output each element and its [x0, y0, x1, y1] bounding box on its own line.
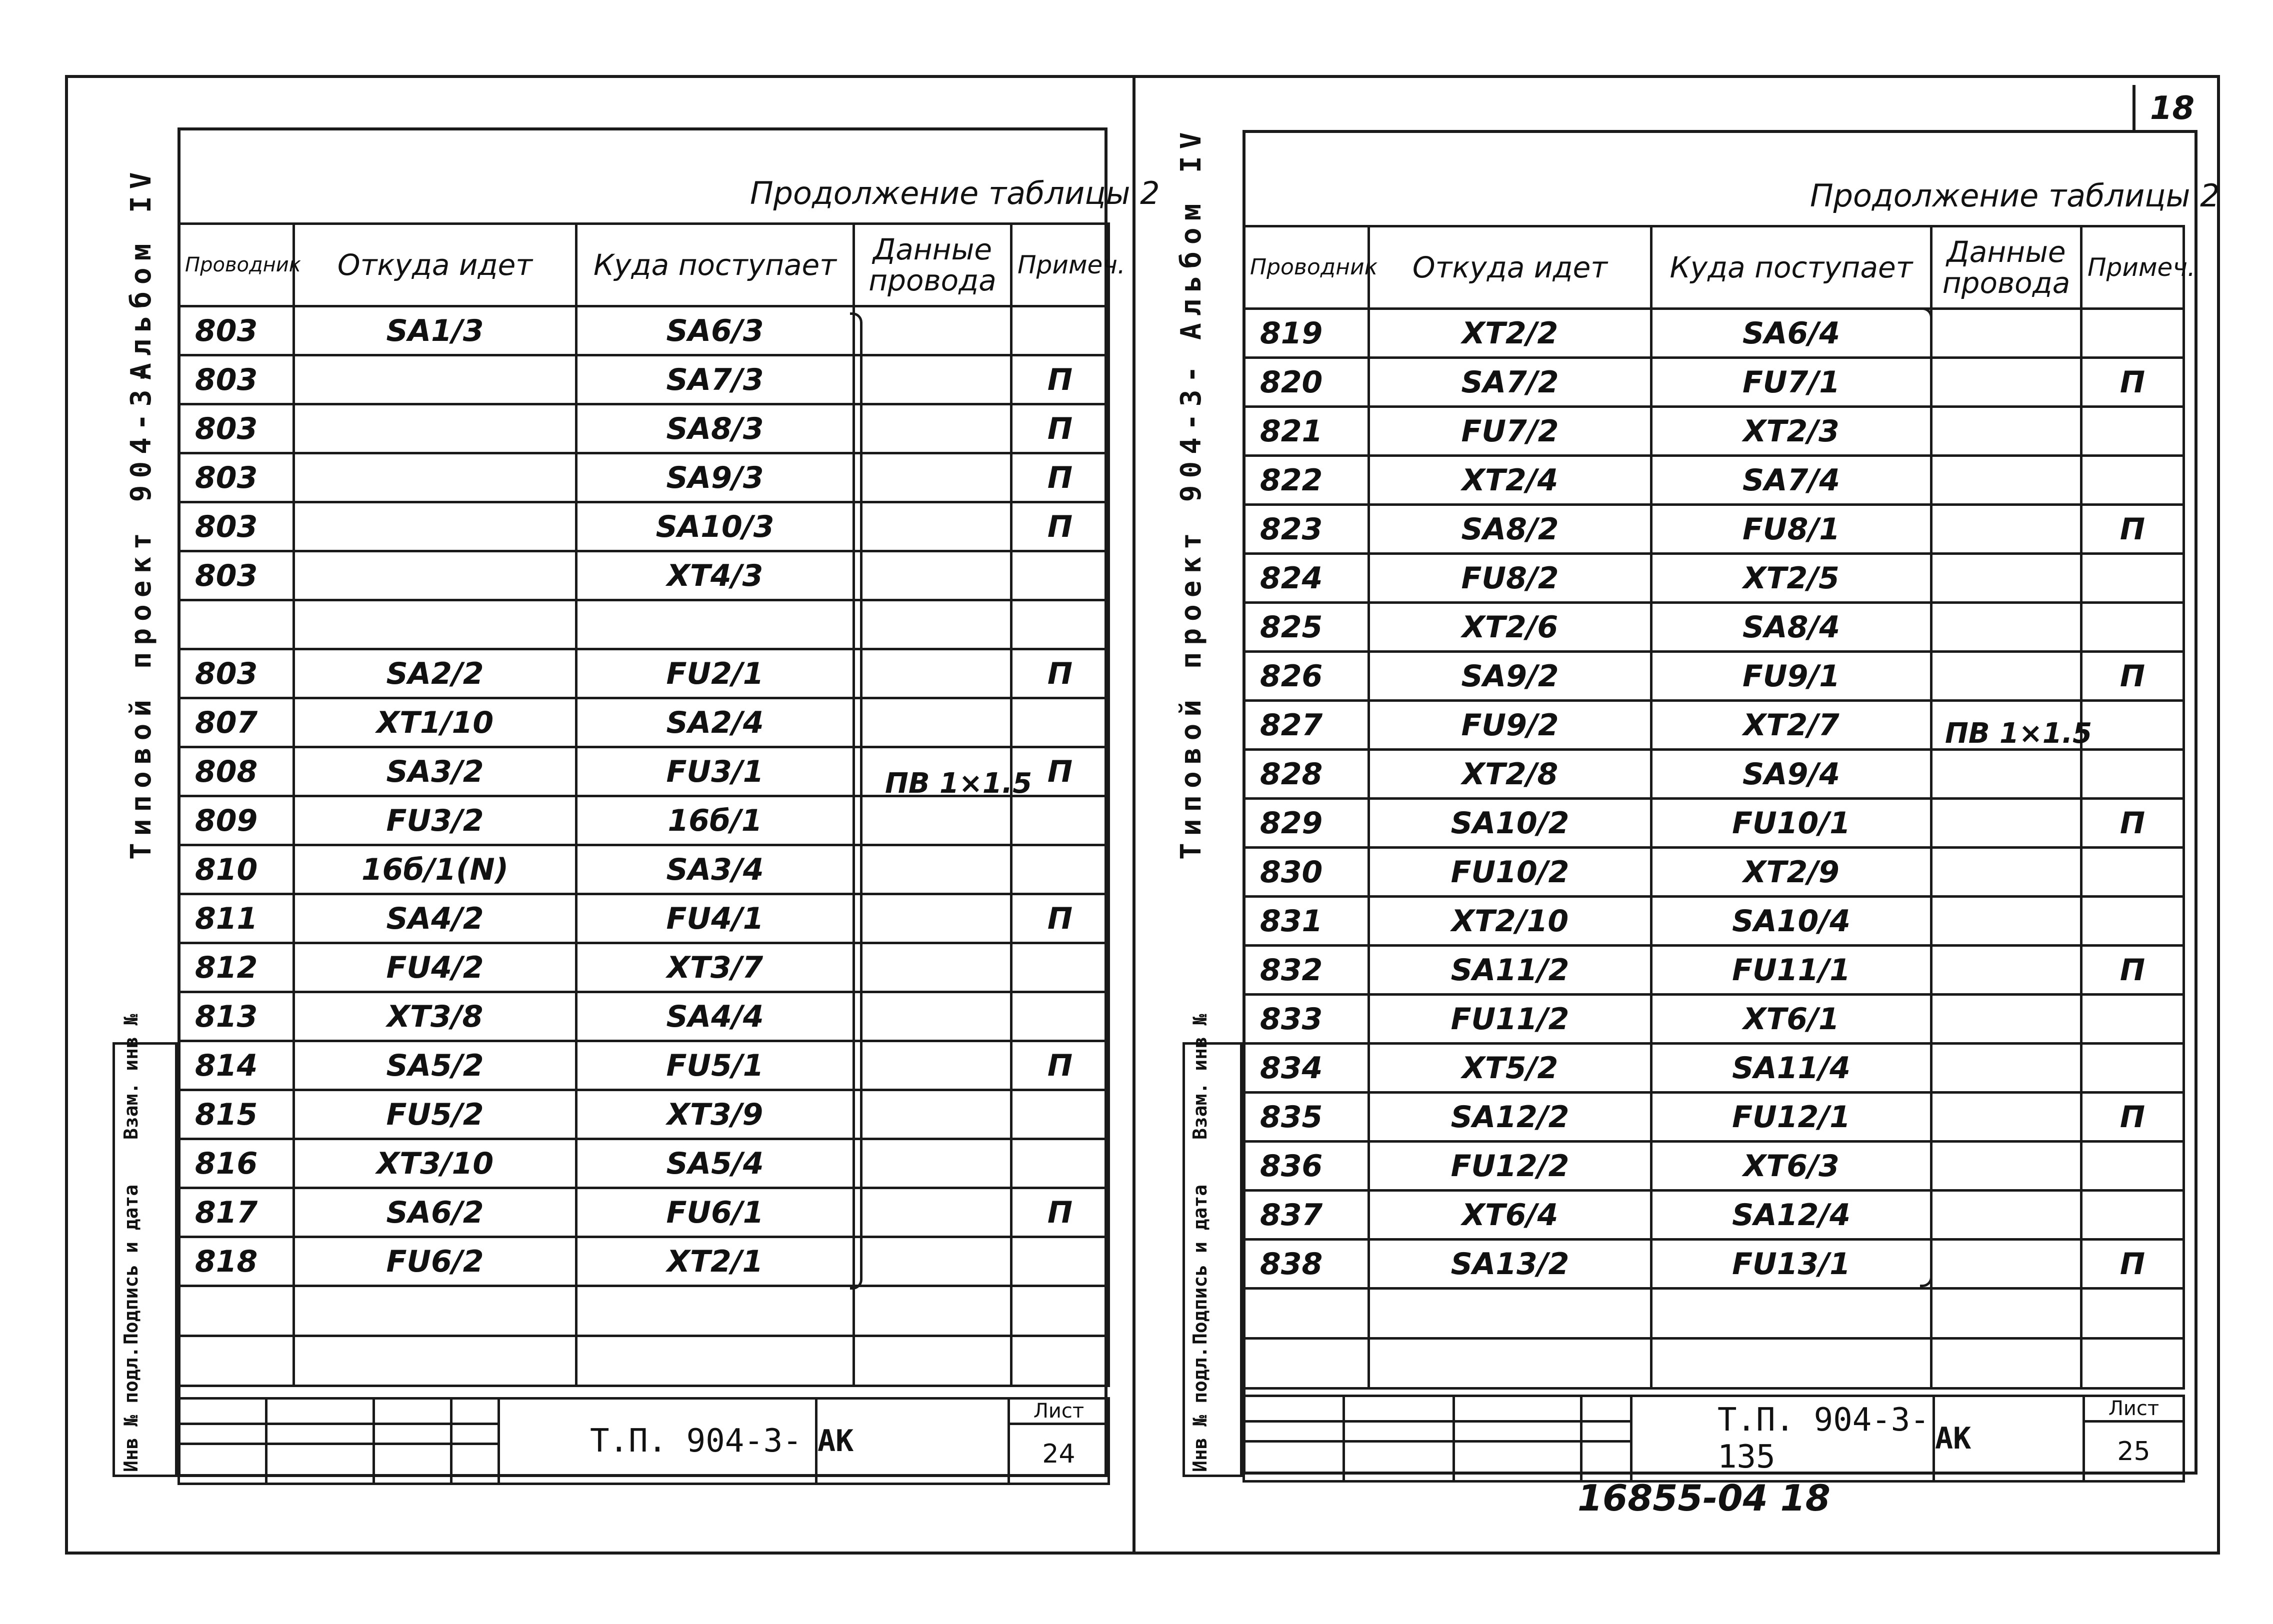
- note-cell: [1012, 1139, 1109, 1188]
- from-cell: SA11/2: [1369, 946, 1652, 995]
- conductor-cell: 828: [1244, 750, 1369, 799]
- from-cell: FU10/2: [1369, 848, 1652, 897]
- from-cell: [294, 600, 576, 649]
- from-cell: 16б/1(N): [294, 845, 576, 894]
- wire-data-cell: [1932, 309, 2082, 358]
- table-row: [1244, 897, 2184, 946]
- table-row: [1244, 799, 2184, 848]
- note-cell: [1012, 551, 1109, 600]
- from-cell: XT5/2: [1369, 1044, 1652, 1093]
- table-row: [1244, 456, 2184, 505]
- note-cell: [1012, 845, 1109, 894]
- conductor-cell: 814: [179, 1041, 294, 1090]
- wire-data-cell: [854, 943, 1012, 992]
- table-row: [1244, 505, 2184, 554]
- conductor-cell: 829: [1244, 799, 1369, 848]
- wire-data-cell: [854, 845, 1012, 894]
- to-cell: XT2/9: [1652, 848, 1932, 897]
- conductor-cell: 818: [179, 1237, 294, 1286]
- to-cell: FU13/1: [1652, 1240, 1932, 1289]
- right-wire-data-bracket: [1920, 307, 1932, 1287]
- from-cell: FU5/2: [294, 1090, 576, 1139]
- wire-data-cell: [1932, 897, 2082, 946]
- to-cell: SA8/3: [576, 404, 854, 453]
- header-to: Куда поступает: [1652, 226, 1932, 309]
- conductor-cell: 836: [1244, 1142, 1369, 1191]
- conductor-cell: 822: [1244, 456, 1369, 505]
- table-row: [179, 1041, 1109, 1090]
- right-album-vertical: Альбом IV: [1175, 125, 1208, 340]
- note-cell: П: [2082, 1240, 2184, 1289]
- to-cell: SA7/3: [576, 355, 854, 404]
- conductor-cell: 813: [179, 992, 294, 1041]
- left-sheet-number: 24: [1009, 1424, 1109, 1484]
- to-cell: SA12/4: [1652, 1191, 1932, 1240]
- from-cell: XT2/8: [1369, 750, 1652, 799]
- conductor-cell: 826: [1244, 652, 1369, 701]
- to-cell: FU4/1: [576, 894, 854, 943]
- from-cell: SA6/2: [294, 1188, 576, 1237]
- left-header-row: [179, 224, 1109, 306]
- from-cell: SA13/2: [1369, 1240, 1652, 1289]
- wire-data-cell: [1932, 1044, 2082, 1093]
- wire-data-cell: [854, 649, 1012, 698]
- wire-data-cell: [1932, 1142, 2082, 1191]
- conductor-cell: 824: [1244, 554, 1369, 603]
- to-cell: FU6/1: [576, 1188, 854, 1237]
- header-from: Откуда идет: [1369, 226, 1652, 309]
- from-cell: SA1/3: [294, 306, 576, 355]
- header-conductor: Проводник: [179, 224, 294, 306]
- from-cell: FU9/2: [1369, 701, 1652, 750]
- table-row: [1244, 1044, 2184, 1093]
- right-continuation-title: Продолжение таблицы 2: [1810, 177, 2220, 214]
- table-row: [179, 453, 1109, 502]
- from-cell: SA3/2: [294, 747, 576, 796]
- note-cell: П: [1012, 453, 1109, 502]
- wire-data-cell: [854, 453, 1012, 502]
- conductor-cell: 803: [179, 551, 294, 600]
- to-cell: XT2/5: [1652, 554, 1932, 603]
- wire-data-cell: [854, 698, 1012, 747]
- table-row: [179, 649, 1109, 698]
- conductor-cell: 819: [1244, 309, 1369, 358]
- to-cell: XT2/3: [1652, 407, 1932, 456]
- table-row: [179, 992, 1109, 1041]
- note-cell: П: [1012, 404, 1109, 453]
- table-row: [1244, 603, 2184, 652]
- table-row: [179, 600, 1109, 649]
- conductor-cell: 834: [1244, 1044, 1369, 1093]
- table-row: [179, 698, 1109, 747]
- to-cell: FU12/1: [1652, 1093, 1932, 1142]
- table-row: [1244, 407, 2184, 456]
- table-row: [179, 1237, 1109, 1286]
- left-wire-spec: ПВ 1×1.5: [885, 767, 1032, 800]
- wire-data-cell: [1932, 603, 2082, 652]
- note-cell: [2082, 407, 2184, 456]
- note-cell: П: [1012, 894, 1109, 943]
- note-cell: [2082, 309, 2184, 358]
- to-cell: SA6/4: [1652, 309, 1932, 358]
- to-cell: [576, 600, 854, 649]
- note-cell: [2082, 701, 2184, 750]
- wire-data-cell: [854, 404, 1012, 453]
- table-row: [179, 1336, 1109, 1386]
- conductor-cell: 803: [179, 502, 294, 551]
- conductor-cell: 831: [1244, 897, 1369, 946]
- conductor-cell: 830: [1244, 848, 1369, 897]
- note-cell: [1012, 1090, 1109, 1139]
- table-row: [179, 845, 1109, 894]
- wire-data-cell: [854, 796, 1012, 845]
- note-cell: [1012, 992, 1109, 1041]
- from-cell: SA10/2: [1369, 799, 1652, 848]
- from-cell: SA4/2: [294, 894, 576, 943]
- conductor-cell: 815: [179, 1090, 294, 1139]
- table-row: [179, 943, 1109, 992]
- wire-data-cell: [1932, 1240, 2082, 1289]
- wire-data-cell: [1932, 1191, 2082, 1240]
- note-cell: П: [2082, 505, 2184, 554]
- wire-data-cell: [1932, 554, 2082, 603]
- right-page-number: 18: [2150, 90, 2195, 127]
- conductor-cell: 823: [1244, 505, 1369, 554]
- conductor-cell: 810: [179, 845, 294, 894]
- note-cell: [1012, 796, 1109, 845]
- to-cell: FU9/1: [1652, 652, 1932, 701]
- to-cell: FU7/1: [1652, 358, 1932, 407]
- note-cell: [1012, 600, 1109, 649]
- from-cell: SA7/2: [1369, 358, 1652, 407]
- note-cell: [2082, 848, 2184, 897]
- from-cell: SA9/2: [1369, 652, 1652, 701]
- to-cell: FU2/1: [576, 649, 854, 698]
- table-row: [1244, 358, 2184, 407]
- from-cell: SA5/2: [294, 1041, 576, 1090]
- to-cell: SA11/4: [1652, 1044, 1932, 1093]
- left-continuation-title: Продолжение таблицы 2: [750, 175, 1160, 211]
- left-stamp-vzam: Взам. инв №: [120, 1014, 142, 1140]
- left-wire-data-bracket: [850, 312, 862, 1290]
- to-cell: SA8/4: [1652, 603, 1932, 652]
- wire-data-cell: [854, 355, 1012, 404]
- note-cell: П: [2082, 652, 2184, 701]
- to-cell: XT6/3: [1652, 1142, 1932, 1191]
- table-row: [1244, 750, 2184, 799]
- note-cell: [2082, 1142, 2184, 1191]
- table-row: [1244, 1289, 2184, 1339]
- left-title-code: Т.П. 904-3-: [499, 1399, 816, 1484]
- table-row: [1244, 652, 2184, 701]
- from-cell: XT2/6: [1369, 603, 1652, 652]
- table-row: [1244, 554, 2184, 603]
- wire-data-cell: [854, 502, 1012, 551]
- to-cell: SA4/4: [576, 992, 854, 1041]
- header-conductor: Проводник: [1244, 226, 1369, 309]
- right-title-code: Т.П. 904-3-135: [1632, 1396, 1934, 1482]
- table-row: [179, 1139, 1109, 1188]
- to-cell: FU10/1: [1652, 799, 1932, 848]
- wire-data-cell: [854, 894, 1012, 943]
- right-header-row: [1244, 226, 2184, 309]
- note-cell: П: [1012, 649, 1109, 698]
- conductor-cell: [179, 600, 294, 649]
- to-cell: XT2/1: [576, 1237, 854, 1286]
- right-stamp-vzam: Взам. инв №: [1189, 1014, 1211, 1140]
- from-cell: FU7/2: [1369, 407, 1652, 456]
- wire-data-cell: [854, 1188, 1012, 1237]
- from-cell: XT1/10: [294, 698, 576, 747]
- conductor-cell: 832: [1244, 946, 1369, 995]
- from-cell: SA8/2: [1369, 505, 1652, 554]
- table-row: [179, 551, 1109, 600]
- note-cell: [2082, 1044, 2184, 1093]
- left-title-block: [178, 1397, 1110, 1485]
- wire-data-cell: [1932, 750, 2082, 799]
- wire-data-cell: [854, 1139, 1012, 1188]
- right-handwritten-note: 16855-04 18: [1578, 1477, 1830, 1519]
- to-cell: XT3/9: [576, 1090, 854, 1139]
- note-cell: [1012, 943, 1109, 992]
- table-row: [1244, 995, 2184, 1044]
- note-cell: [2082, 554, 2184, 603]
- wire-data-cell: [1932, 946, 2082, 995]
- right-sheet-label: Лист: [2084, 1396, 2184, 1422]
- from-cell: SA2/2: [294, 649, 576, 698]
- conductor-cell: 817: [179, 1188, 294, 1237]
- header-note: Примеч.: [2082, 226, 2184, 309]
- conductor-cell: 803: [179, 404, 294, 453]
- to-cell: SA10/4: [1652, 897, 1932, 946]
- wire-data-cell: [1932, 407, 2082, 456]
- from-cell: FU3/2: [294, 796, 576, 845]
- conductor-cell: 833: [1244, 995, 1369, 1044]
- to-cell: FU5/1: [576, 1041, 854, 1090]
- left-album-vertical: Альбом IV: [125, 165, 158, 380]
- note-cell: П: [1012, 502, 1109, 551]
- from-cell: FU12/2: [1369, 1142, 1652, 1191]
- table-row: [179, 796, 1109, 845]
- table-row: [179, 1188, 1109, 1237]
- right-sheet-number: 25: [2084, 1422, 2184, 1482]
- conductor-cell: 820: [1244, 358, 1369, 407]
- conductor-cell: 825: [1244, 603, 1369, 652]
- to-cell: FU8/1: [1652, 505, 1932, 554]
- from-cell: [294, 551, 576, 600]
- table-row: [1244, 1093, 2184, 1142]
- table-row: [1244, 309, 2184, 358]
- to-cell: XT4/3: [576, 551, 854, 600]
- table-row: [1244, 1142, 2184, 1191]
- from-cell: XT6/4: [1369, 1191, 1652, 1240]
- to-cell: SA6/3: [576, 306, 854, 355]
- from-cell: XT2/4: [1369, 456, 1652, 505]
- to-cell: SA9/3: [576, 453, 854, 502]
- note-cell: П: [2082, 799, 2184, 848]
- wire-data-cell: [1932, 995, 2082, 1044]
- to-cell: SA3/4: [576, 845, 854, 894]
- table-row: [179, 306, 1109, 355]
- header-note: Примеч.: [1012, 224, 1109, 306]
- conductor-cell: 809: [179, 796, 294, 845]
- wire-data-cell: [1932, 456, 2082, 505]
- to-cell: 16б/1: [576, 796, 854, 845]
- table-row: [179, 502, 1109, 551]
- conductor-cell: 835: [1244, 1093, 1369, 1142]
- note-cell: П: [1012, 747, 1109, 796]
- to-cell: XT6/1: [1652, 995, 1932, 1044]
- note-cell: П: [1012, 1188, 1109, 1237]
- left-wire-table: [178, 222, 1126, 1387]
- left-project-vertical: Типовой проект 904-3-: [125, 358, 158, 860]
- wire-data-cell: [854, 1090, 1012, 1139]
- note-cell: [2082, 456, 2184, 505]
- right-project-vertical: Типовой проект 904-3-: [1175, 358, 1208, 860]
- conductor-cell: 803: [179, 306, 294, 355]
- sheet-divider: [1132, 75, 1136, 1555]
- from-cell: XT3/10: [294, 1139, 576, 1188]
- right-stamp-inv-podl: Инв № подл.: [1189, 1346, 1211, 1472]
- conductor-cell: 837: [1244, 1191, 1369, 1240]
- conductor-cell: 816: [179, 1139, 294, 1188]
- from-cell: XT3/8: [294, 992, 576, 1041]
- from-cell: XT2/2: [1369, 309, 1652, 358]
- header-wire-data: Данные провода: [1932, 226, 2082, 309]
- conductor-cell: 808: [179, 747, 294, 796]
- note-cell: [1012, 306, 1109, 355]
- wire-data-cell: [854, 1237, 1012, 1286]
- wire-data-cell: [854, 1041, 1012, 1090]
- table-row: [179, 1090, 1109, 1139]
- to-cell: SA10/3: [576, 502, 854, 551]
- right-title-ak: АК: [1934, 1396, 2084, 1482]
- to-cell: FU11/1: [1652, 946, 1932, 995]
- to-cell: SA9/4: [1652, 750, 1932, 799]
- to-cell: XT2/7: [1652, 701, 1932, 750]
- conductor-cell: 803: [179, 355, 294, 404]
- to-cell: SA5/4: [576, 1139, 854, 1188]
- conductor-cell: 838: [1244, 1240, 1369, 1289]
- conductor-cell: 807: [179, 698, 294, 747]
- to-cell: FU3/1: [576, 747, 854, 796]
- from-cell: [294, 502, 576, 551]
- from-cell: [294, 355, 576, 404]
- note-cell: П: [2082, 946, 2184, 995]
- table-row: [1244, 1240, 2184, 1289]
- from-cell: FU4/2: [294, 943, 576, 992]
- table-row: [1244, 1191, 2184, 1240]
- table-row: [179, 404, 1109, 453]
- right-stamp-sign-date: Подпись и дата: [1189, 1184, 1211, 1345]
- table-row: [1244, 848, 2184, 897]
- wire-data-cell: [1932, 1093, 2082, 1142]
- conductor-cell: 812: [179, 943, 294, 992]
- conductor-cell: 803: [179, 453, 294, 502]
- right-title-block: [1242, 1395, 2185, 1483]
- wire-data-cell: [1932, 358, 2082, 407]
- from-cell: FU8/2: [1369, 554, 1652, 603]
- note-cell: П: [2082, 1093, 2184, 1142]
- wire-data-cell: [854, 306, 1012, 355]
- wire-data-cell: [1932, 799, 2082, 848]
- conductor-cell: 821: [1244, 407, 1369, 456]
- left-sheet-label: Лист: [1009, 1399, 1109, 1424]
- from-cell: FU11/2: [1369, 995, 1652, 1044]
- note-cell: П: [1012, 1041, 1109, 1090]
- note-cell: П: [1012, 355, 1109, 404]
- note-cell: [2082, 897, 2184, 946]
- from-cell: [294, 453, 576, 502]
- note-cell: [2082, 603, 2184, 652]
- wire-data-cell: [854, 551, 1012, 600]
- note-cell: [1012, 1237, 1109, 1286]
- left-stamp-sign-date: Подпись и дата: [120, 1184, 142, 1345]
- conductor-cell: 803: [179, 649, 294, 698]
- left-title-ak: АК: [816, 1399, 1009, 1484]
- to-cell: SA7/4: [1652, 456, 1932, 505]
- wire-data-cell: [854, 992, 1012, 1041]
- table-row: [179, 1286, 1109, 1336]
- note-cell: П: [2082, 358, 2184, 407]
- wire-data-cell: [1932, 652, 2082, 701]
- from-cell: XT2/10: [1369, 897, 1652, 946]
- left-stamp-inv-podl: Инв № подл.: [120, 1346, 142, 1472]
- conductor-cell: 811: [179, 894, 294, 943]
- to-cell: XT3/7: [576, 943, 854, 992]
- note-cell: [1012, 698, 1109, 747]
- note-cell: [2082, 1191, 2184, 1240]
- note-cell: [2082, 750, 2184, 799]
- header-from: Откуда идет: [294, 224, 576, 306]
- table-row: [1244, 946, 2184, 995]
- note-cell: [2082, 995, 2184, 1044]
- right-wire-table: [1242, 225, 2196, 1390]
- right-wire-spec: ПВ 1×1.5: [1945, 717, 2092, 750]
- header-wire-data: Данные провода: [854, 224, 1012, 306]
- from-cell: FU6/2: [294, 1237, 576, 1286]
- to-cell: SA2/4: [576, 698, 854, 747]
- table-row: [179, 894, 1109, 943]
- from-cell: [294, 404, 576, 453]
- wire-data-cell: [1932, 505, 2082, 554]
- header-to: Куда поступает: [576, 224, 854, 306]
- wire-data-cell: [1932, 848, 2082, 897]
- from-cell: SA12/2: [1369, 1093, 1652, 1142]
- conductor-cell: 827: [1244, 701, 1369, 750]
- table-row: [179, 355, 1109, 404]
- wire-data-cell: [854, 600, 1012, 649]
- table-row: [1244, 1339, 2184, 1389]
